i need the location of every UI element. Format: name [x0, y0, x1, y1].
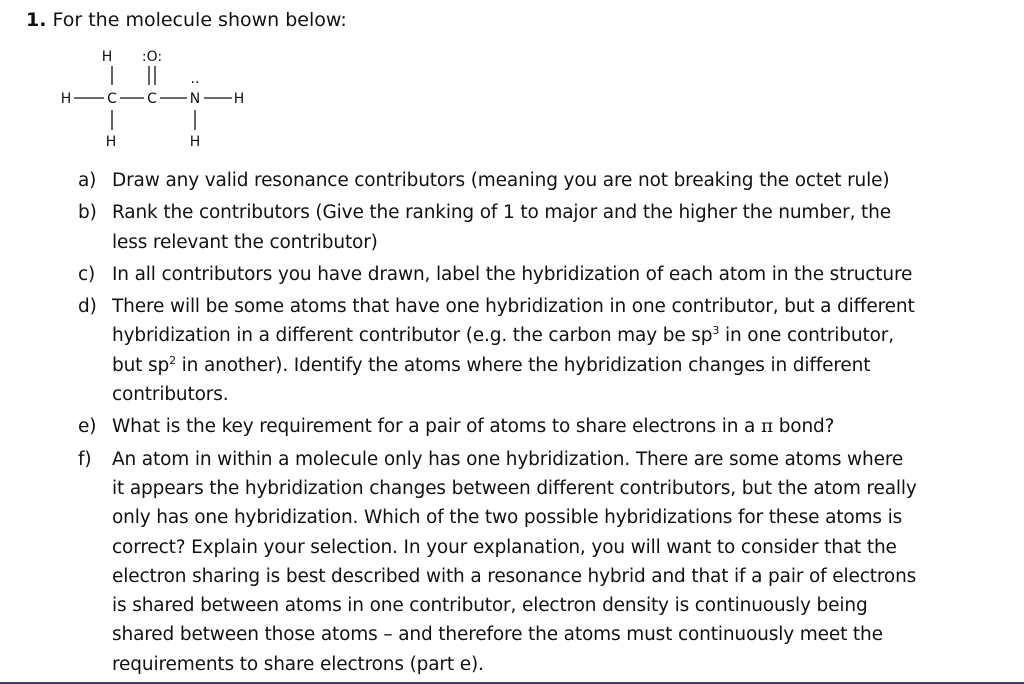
atom-c1: C [107, 91, 117, 107]
part-text: In all contributors you have drawn, label the hybridization of each atom in the structure [112, 263, 913, 285]
atom-h-bottom-n: H [189, 134, 201, 150]
part-text: shared between those atoms – and therefore the atoms must continuously meet the [112, 624, 883, 646]
part-text: it appears the hybridization changes between different contributors, but the atom really [112, 477, 917, 499]
part-text [112, 321, 978, 350]
question-header [26, 7, 347, 33]
part-text: An atom in within a molecule only has one hybridization. There are some atoms where [112, 448, 904, 470]
part-text: correct? Explain your selection. In your explanation, you will want to consider that the [112, 536, 897, 558]
part-letter: f) [78, 448, 92, 470]
part-text: contributors. [112, 384, 229, 406]
text-run: in another). Identify the atoms where the hybridization changes in different [175, 354, 871, 376]
n-lone-pair: .. [190, 71, 200, 87]
pi-symbol: π [760, 416, 773, 438]
question-parts [78, 166, 978, 682]
atom-c2: C [147, 91, 157, 107]
text-run: bond? [772, 416, 835, 438]
atom-h-left: H [60, 91, 72, 107]
atom-n: N [189, 91, 201, 107]
text-run: in one contributor, [719, 325, 894, 347]
part-text [112, 351, 978, 380]
part-text: requirements to share electrons (part e). [112, 653, 484, 675]
superscript: 2 [169, 353, 176, 367]
part-b [78, 198, 978, 257]
atom-h-top: H [101, 49, 113, 65]
part-letter: d) [78, 296, 97, 318]
part-e [78, 412, 978, 441]
part-d [78, 292, 978, 409]
part-f [78, 445, 978, 679]
part-text: Draw any valid resonance contributors (meaning you are not breaking the octet rule) [112, 170, 890, 191]
question-number: 1. [26, 9, 47, 31]
part-letter: c) [78, 263, 96, 285]
text-run: What is the key requirement for a pair of atoms to share electrons in a [112, 416, 761, 438]
question-prompt: For the molecule shown below: [52, 9, 347, 31]
part-letter: a) [78, 170, 97, 191]
atom-o: :O: [141, 49, 163, 65]
part-text [112, 412, 978, 441]
part-letter: e) [78, 416, 97, 438]
text-run: but sp [112, 354, 170, 376]
atom-h-bottom-c: H [105, 134, 117, 150]
part-c [78, 260, 978, 289]
part-text: Rank the contributors (Give the ranking of 1 to major and the higher the number, the [112, 202, 891, 224]
part-text: less relevant the contributor) [112, 231, 378, 253]
part-text: electron sharing is best described with a resonance hybrid and that if a pair of electrons [112, 565, 917, 587]
part-letter: b) [78, 202, 97, 224]
molecule-structure [56, 46, 256, 154]
part-text: There will be some atoms that have one hybridization in one contributor, but a different [112, 296, 915, 318]
part-a [78, 166, 978, 195]
atom-h-right: H [233, 91, 245, 107]
superscript: 3 [712, 324, 720, 338]
part-text: is shared between atoms in one contributor, electron density is continuously being [112, 595, 868, 617]
part-text: only has one hybridization. Which of the two possible hybridizations for these atoms is [112, 507, 903, 529]
text-run: hybridization in a different contributor (e.g. the carbon may be sp [112, 325, 713, 347]
